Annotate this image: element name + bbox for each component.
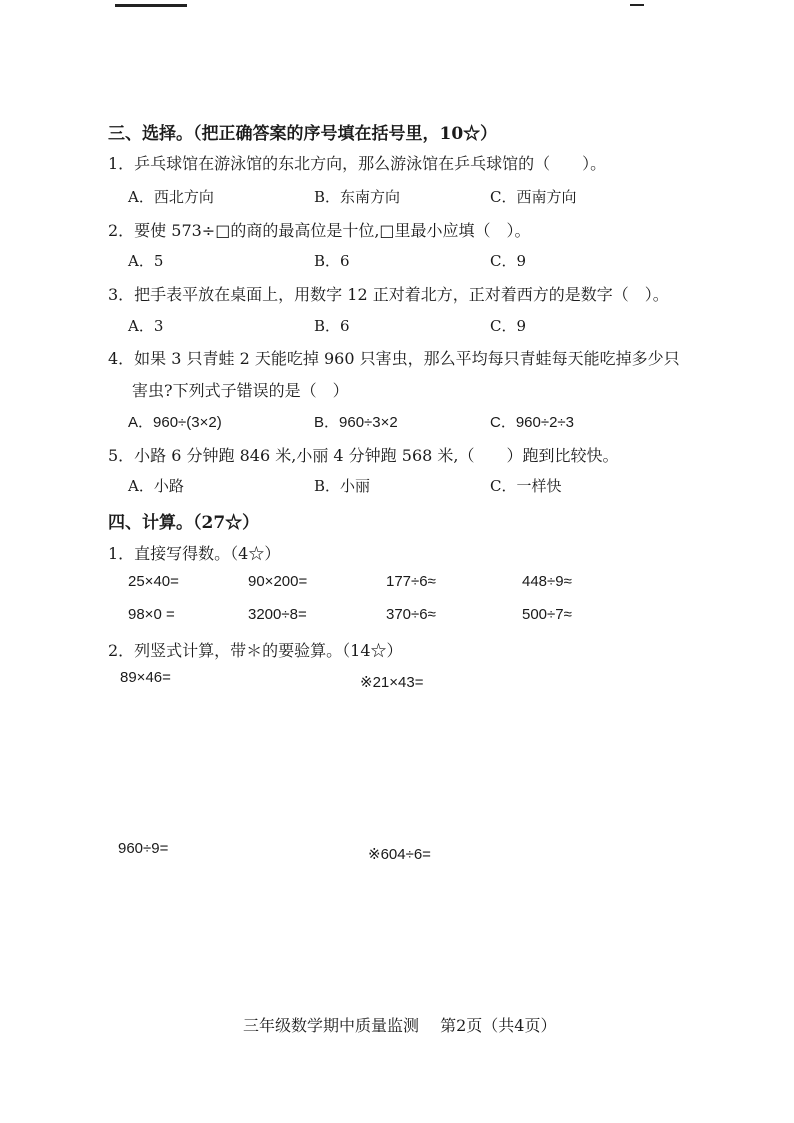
page-footer: 三年级数学期中质量监测 第2页（共4页） bbox=[243, 1016, 557, 1035]
q1-option-b: B．东南方向 bbox=[314, 188, 401, 206]
vertical-calc-1: 89×46= bbox=[120, 669, 171, 686]
scan-edge-line-right bbox=[630, 4, 644, 6]
vertical-calc-4: ※604÷6= bbox=[368, 846, 431, 863]
vertical-calc-2: ※21×43= bbox=[360, 674, 424, 691]
question-3: 3．把手表平放在桌面上，用数字 12 正对着北方，正对着西方的是数字（ ）。 bbox=[108, 285, 669, 304]
oral-calc-7: 370÷6≈ bbox=[386, 606, 436, 623]
q2-option-c: C．9 bbox=[490, 252, 527, 270]
question-4-line2: 害虫?下列式子错误的是（ ） bbox=[132, 381, 349, 400]
question-1: 1．乒乓球馆在游泳馆的东北方向，那么游泳馆在乒乓球馆的（ ）。 bbox=[108, 154, 607, 173]
oral-calc-4: 448÷9≈ bbox=[522, 573, 572, 590]
oral-calc-2: 90×200= bbox=[248, 573, 308, 590]
question-2: 2．要使 573÷□的商的最高位是十位,□里最小应填（ ）。 bbox=[108, 221, 531, 240]
scan-edge-line-left bbox=[115, 4, 187, 7]
q2-option-a: A．5 bbox=[128, 252, 164, 270]
oral-calc-5: 98×0 = bbox=[128, 606, 175, 623]
q3-option-b: B．6 bbox=[314, 317, 350, 335]
vertical-calc-3: 960÷9= bbox=[118, 840, 169, 857]
section4-part2-title: 2．列竖式计算，带＊的要验算。（14☆） bbox=[108, 641, 403, 660]
q2-option-b: B．6 bbox=[314, 252, 350, 270]
q5-option-a: A．小路 bbox=[128, 477, 184, 495]
q1-option-a: A．西北方向 bbox=[128, 188, 214, 206]
oral-calc-1: 25×40= bbox=[128, 573, 179, 590]
q4-option-c: C．960÷2÷3 bbox=[490, 414, 575, 431]
q5-option-c: C．一样快 bbox=[490, 477, 562, 495]
q3-option-c: C．9 bbox=[490, 317, 527, 335]
section3-title: 三、选择。（把正确答案的序号填在括号里，10☆） bbox=[108, 124, 498, 144]
q4-option-a: A．960÷(3×2) bbox=[128, 414, 222, 431]
question-4: 4．如果 3 只青蛙 2 天能吃掉 960 只害虫，那么平均每只青蛙每天能吃掉多少只 bbox=[108, 349, 680, 368]
q1-option-c: C．西南方向 bbox=[490, 188, 577, 206]
question-5: 5．小路 6 分钟跑 846 米,小丽 4 分钟跑 568 米,（ ）跑到比较快。 bbox=[108, 446, 619, 465]
section4-title: 四、计算。（27☆） bbox=[108, 513, 260, 533]
q4-option-b: B．960÷3×2 bbox=[314, 414, 398, 431]
q5-option-b: B．小丽 bbox=[314, 477, 371, 495]
oral-calc-6: 3200÷8= bbox=[248, 606, 307, 623]
q3-option-a: A．3 bbox=[128, 317, 164, 335]
section4-part1-title: 1．直接写得数。（4☆） bbox=[108, 544, 281, 563]
oral-calc-3: 177÷6≈ bbox=[386, 573, 436, 590]
oral-calc-8: 500÷7≈ bbox=[522, 606, 572, 623]
